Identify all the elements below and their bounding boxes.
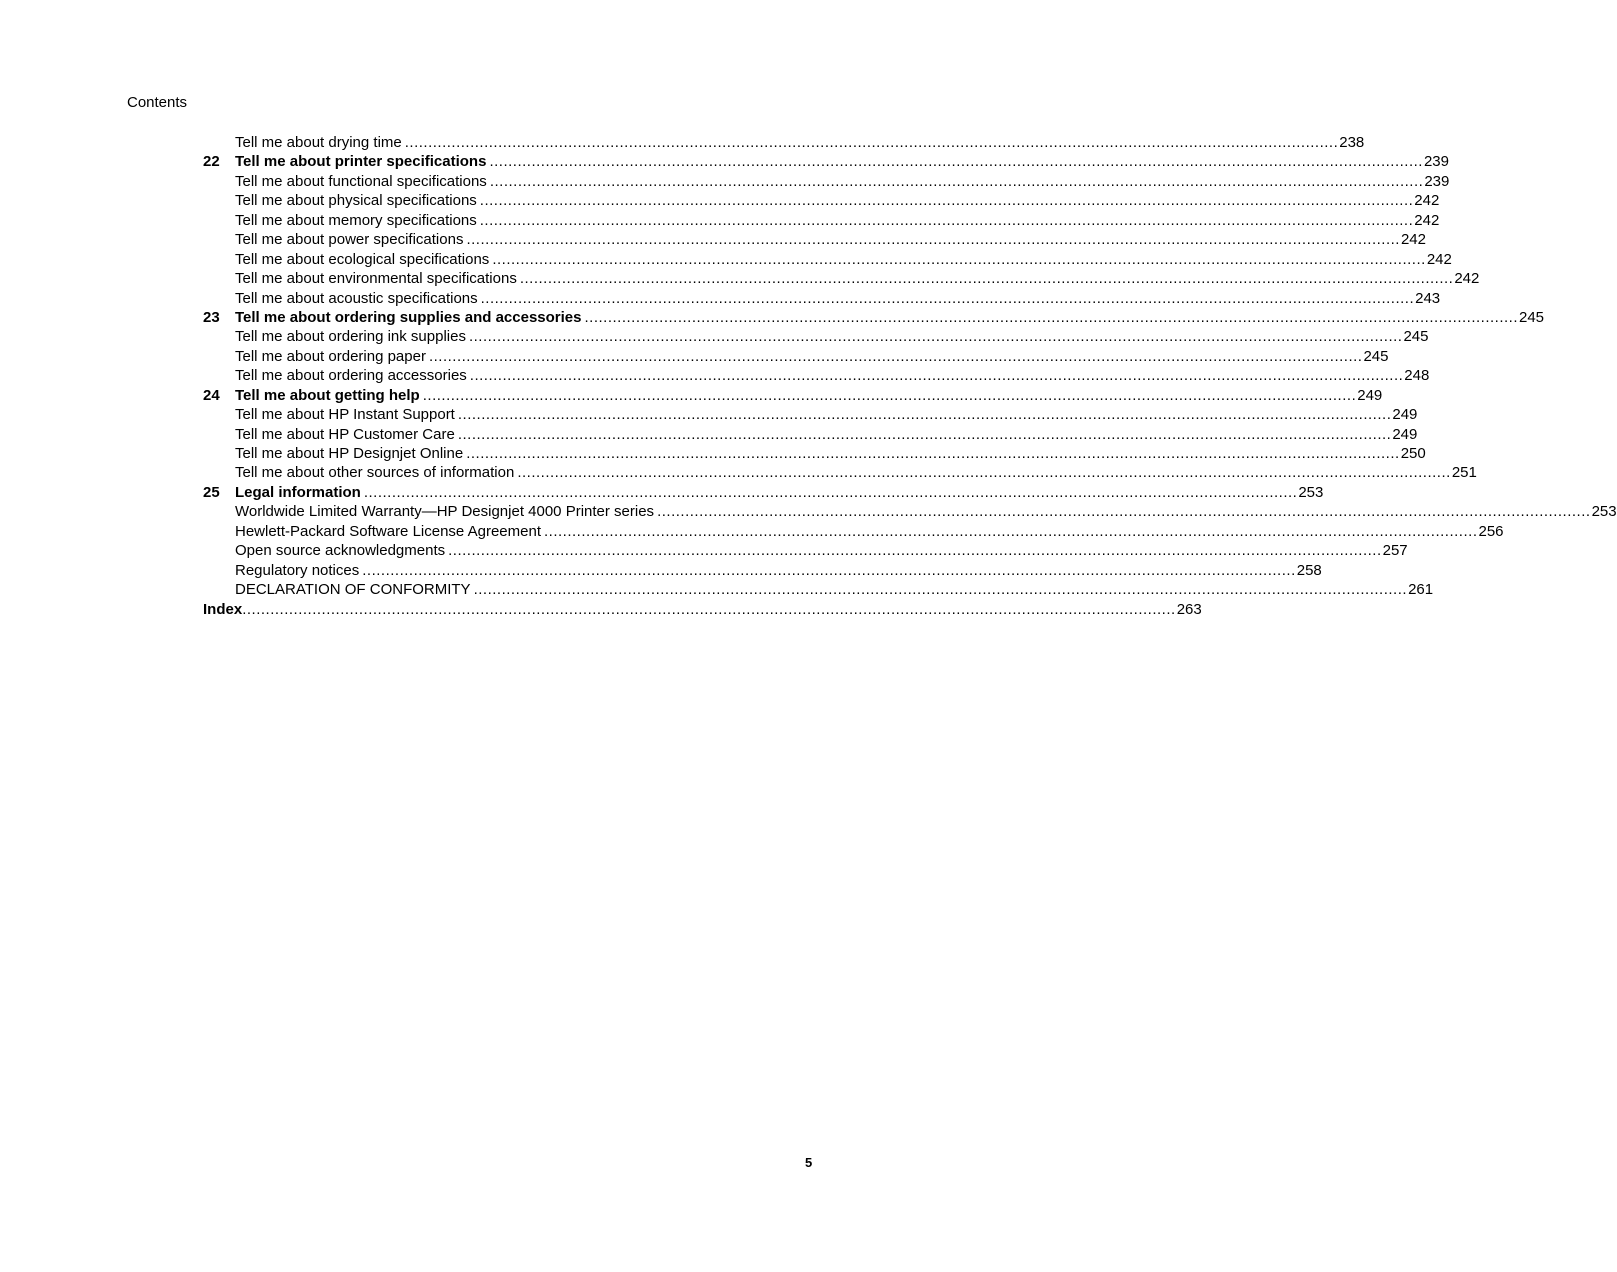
dot-leader: ........................................................................................................................................................................................................ (519, 270, 1454, 288)
toc-page-number: 249 (1357, 386, 1383, 404)
toc-page-number: 253 (1298, 483, 1324, 501)
dot-leader: ........................................................................................................................................................................................................ (492, 250, 1426, 268)
toc-page-number: 239 (1424, 172, 1450, 190)
toc-entry[interactable] (203, 502, 1617, 521)
running-header: Contents (127, 94, 188, 111)
toc-entry-title: Tell me about HP Customer Care (235, 425, 455, 443)
toc-chapter-number: 23 (203, 308, 220, 326)
toc-page-number: 239 (1423, 153, 1449, 171)
dot-leader: ........................................................................................................................................................................................................ (448, 542, 1382, 560)
dot-leader: ........................................................................................................................................................................................................ (404, 134, 1339, 151)
toc-chapter-number: 24 (203, 386, 220, 404)
dot-leader: ........................................................................................................................................................................................................ (657, 503, 1591, 521)
dot-leader: ........................................................................................................................................................................................................ (489, 153, 1423, 171)
toc-entry[interactable] (203, 463, 1477, 482)
toc-entry-title: Hewlett-Packard Software License Agreement (235, 522, 541, 540)
toc-entry-title: Tell me about printer specifications (235, 153, 487, 171)
toc-entry-title: Tell me about ordering supplies and accessories (235, 308, 582, 326)
toc-page-number: 261 (1408, 581, 1434, 599)
toc-entry[interactable] (203, 405, 1418, 424)
toc-entry[interactable] (203, 541, 1408, 560)
toc-entry-title: Tell me about HP Designjet Online (235, 445, 464, 462)
toc-entry[interactable] (203, 580, 1434, 599)
toc-page-number: 242 (1426, 250, 1452, 268)
toc-entry[interactable] (203, 366, 1430, 385)
dot-leader: ........................................................................................................................................................................................................ (480, 289, 1415, 307)
toc-entry-title: Index (203, 600, 243, 618)
toc-entry-title: Tell me about memory specifications (235, 211, 477, 229)
toc-entry[interactable] (203, 289, 1441, 308)
toc-chapter-entry[interactable] (203, 308, 1545, 327)
toc-entry-title: Tell me about functional specifications (235, 172, 487, 190)
toc-entry-title: Tell me about environmental specifications (235, 270, 517, 288)
toc-chapter-entry[interactable] (203, 386, 1383, 405)
toc-page-number: 253 (1591, 503, 1617, 521)
dot-leader: ........................................................................................................................................................................................................ (422, 386, 1357, 404)
toc-entry-title: Tell me about ordering ink supplies (235, 328, 466, 346)
toc-page-number: 249 (1392, 425, 1418, 443)
toc-entry[interactable] (203, 211, 1440, 230)
dot-leader: ........................................................................................................................................................................................................ (457, 425, 1392, 443)
toc-entry-title: DECLARATION OF CONFORMITY (235, 581, 471, 599)
toc-page-number: 251 (1451, 464, 1477, 482)
dot-leader: ........................................................................................................................................................................................................ (517, 464, 1451, 482)
toc-entry[interactable] (203, 191, 1440, 210)
table-of-contents (203, 133, 1617, 619)
toc-page-number: 250 (1400, 445, 1426, 462)
dot-leader: ........................................................................................................................................................................................................ (428, 347, 1363, 365)
dot-leader: ........................................................................................................................................................................................................ (242, 600, 1176, 618)
toc-entry[interactable] (203, 269, 1480, 288)
toc-page-number: 257 (1382, 542, 1408, 560)
toc-page-number: 245 (1519, 308, 1545, 326)
toc-page-number: 256 (1478, 522, 1504, 540)
toc-page-number: 258 (1296, 561, 1322, 579)
toc-page-number: 242 (1400, 231, 1426, 249)
toc-entry-title: Tell me about ecological specifications (235, 250, 490, 268)
toc-entry[interactable] (203, 561, 1322, 580)
toc-entry-title: Tell me about HP Instant Support (235, 406, 455, 424)
toc-entry[interactable] (203, 133, 1365, 152)
toc-chapter-entry[interactable] (203, 483, 1324, 502)
toc-entry[interactable] (203, 230, 1426, 249)
toc-page-number: 245 (1363, 347, 1389, 365)
dot-leader: ........................................................................................................................................................................................................ (468, 328, 1403, 346)
toc-entry[interactable] (203, 347, 1389, 366)
toc-entry-title: Worldwide Limited Warranty—HP Designjet 4000 Printer series (235, 503, 655, 521)
toc-chapter-number: 22 (203, 153, 220, 171)
toc-entry-title: Open source acknowledgments (235, 542, 446, 560)
dot-leader: ........................................................................................................................................................................................................ (479, 192, 1414, 210)
toc-page-number: 242 (1454, 270, 1480, 288)
dot-leader: ........................................................................................................................................................................................................ (469, 367, 1404, 385)
toc-page-number: 245 (1403, 328, 1429, 346)
toc-entry[interactable] (203, 250, 1452, 269)
toc-page-number: 242 (1414, 211, 1440, 229)
toc-chapter-entry[interactable] (203, 152, 1449, 171)
toc-entry-title: Legal information (235, 483, 361, 501)
toc-page-number: 243 (1415, 289, 1441, 307)
toc-page-number: 263 (1176, 600, 1202, 618)
toc-page-number: 248 (1404, 367, 1430, 385)
page-number: 5 (805, 1155, 813, 1170)
toc-entry-title: Tell me about other sources of information (235, 464, 515, 482)
dot-leader: ........................................................................................................................................................................................................ (457, 406, 1392, 424)
toc-index-entry[interactable] (203, 600, 1202, 619)
toc-page-number: 238 (1339, 134, 1365, 151)
dot-leader: ........................................................................................................................................................................................................ (466, 445, 1400, 462)
toc-entry-title: Tell me about getting help (235, 386, 420, 404)
dot-leader: ........................................................................................................................................................................................................ (473, 581, 1408, 599)
toc-entry-title: Tell me about drying time (235, 134, 402, 151)
toc-page-number: 242 (1414, 192, 1440, 210)
dot-leader: ........................................................................................................................................................................................................ (363, 483, 1298, 501)
dot-leader: ........................................................................................................................................................................................................ (362, 561, 1296, 579)
dot-leader: ........................................................................................................................................................................................................ (584, 308, 1518, 326)
toc-entry-title: Tell me about ordering accessories (235, 367, 467, 385)
toc-entry[interactable] (203, 522, 1504, 541)
toc-entry[interactable] (203, 327, 1429, 346)
dot-leader: ........................................................................................................................................................................................................ (543, 522, 1478, 540)
dot-leader: ........................................................................................................................................................................................................ (489, 172, 1424, 190)
toc-entry-title: Tell me about power specifications (235, 231, 464, 249)
toc-entry-title: Tell me about acoustic specifications (235, 289, 478, 307)
toc-entry-title: Regulatory notices (235, 561, 360, 579)
toc-entry-title: Tell me about ordering paper (235, 347, 426, 365)
dot-leader: ........................................................................................................................................................................................................ (479, 211, 1414, 229)
toc-entry-title: Tell me about physical specifications (235, 192, 477, 210)
toc-chapter-number: 25 (203, 483, 220, 501)
toc-entry[interactable] (203, 425, 1418, 444)
dot-leader: ........................................................................................................................................................................................................ (466, 231, 1400, 249)
toc-entry[interactable] (203, 172, 1450, 191)
toc-entry[interactable] (203, 444, 1426, 463)
toc-page-number: 249 (1392, 406, 1418, 424)
